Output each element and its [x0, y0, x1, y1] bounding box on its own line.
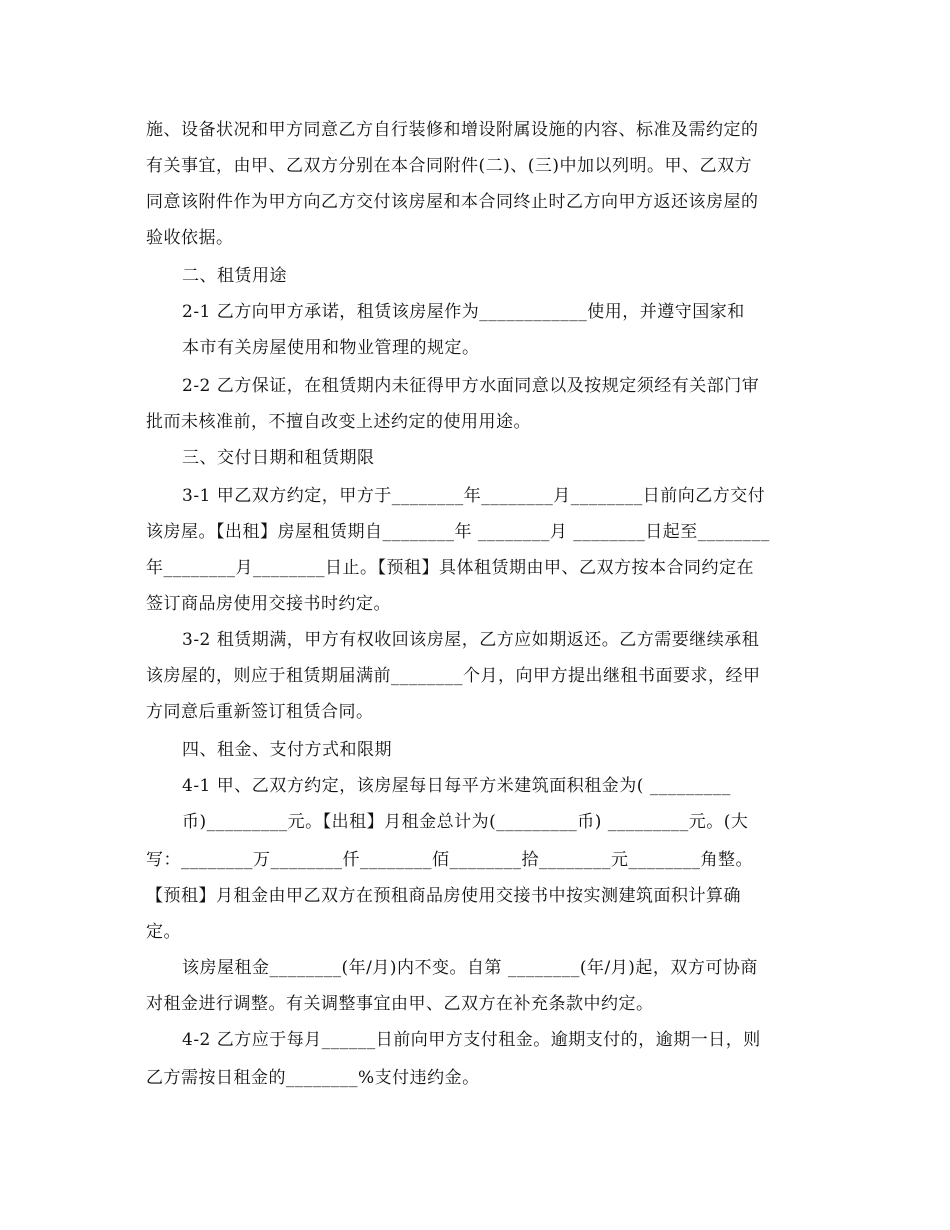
paragraph-line: 该房屋。【出租】房屋租赁期自________年 ________月 ________日起至________	[146, 522, 770, 542]
paragraph-line: 乙方需按日租金的________%支付违约金。	[146, 1068, 480, 1088]
paragraph-line: 币)_________元。【出租】月租金总计为(_________币) _________元。(大	[182, 812, 749, 832]
paragraph-line: 写：________万________仟________佰________拾________元________角整。	[146, 850, 753, 870]
paragraph-line: 施、设备状况和甲方同意乙方自行装修和增设附属设施的内容、标准及需约定的	[146, 120, 759, 140]
paragraph-line: 本市有关房屋使用和物业管理的规定。	[182, 338, 480, 358]
paragraph-line: 有关事宜，由甲、乙双方分别在本合同附件(二)、(三)中加以列明。甲、乙双方	[146, 156, 753, 176]
paragraph-line: 4-2 乙方应于每月______日前向甲方支付租金。逾期支付的，逾期一日，则	[182, 1030, 761, 1050]
paragraph-line: 签订商品房使用交接书时约定。	[146, 594, 391, 614]
paragraph-line: 3-1 甲乙双方约定，甲方于________年________月________日前向乙方交付	[182, 486, 766, 506]
section-heading: 四、租金、支付方式和限期	[182, 740, 392, 760]
paragraph-line: 对租金进行调整。有关调整事宜由甲、乙双方在补充条款中约定。	[146, 994, 654, 1014]
paragraph-line: 验收依据。	[146, 228, 234, 248]
paragraph-line: 2-1 乙方向甲方承诺，租赁该房屋作为____________使用，并遵守国家和	[182, 302, 745, 322]
paragraph-line: 【预租】月租金由甲乙双方在预租商品房使用交接书中按实测建筑面积计算确	[146, 886, 741, 906]
paragraph-line: 4-1 甲、乙双方约定，该房屋每日每平方米建筑面积租金为( _________	[182, 776, 731, 796]
paragraph-line: 2-2 乙方保证，在租赁期内未征得甲方水面同意以及按规定须经有关部门审	[182, 376, 760, 396]
section-heading: 三、交付日期和租赁期限	[182, 448, 375, 468]
paragraph-line: 定。	[146, 922, 181, 942]
paragraph-line: 该房屋的，则应于租赁期届满前________个月，向甲方提出继租书面要求，经甲	[146, 666, 761, 686]
paragraph-line: 年________月________日止。【预租】具体租赁期由甲、乙双方按本合同约定在	[146, 558, 754, 578]
paragraph-line: 同意该附件作为甲方向乙方交付该房屋和本合同终止时乙方向甲方返还该房屋的	[146, 192, 759, 212]
paragraph-line: 该房屋租金________(年/月)内不变。自第 ________(年/月)起，双方可协商	[182, 958, 758, 978]
paragraph-line: 批而未核准前，不擅自改变上述约定的使用用途。	[146, 412, 531, 432]
paragraph-line: 方同意后重新签订租赁合同。	[146, 702, 374, 722]
section-heading: 二、租赁用途	[182, 266, 287, 286]
paragraph-line: 3-2 租赁期满，甲方有权收回该房屋，乙方应如期返还。乙方需要继续承租	[182, 630, 760, 650]
